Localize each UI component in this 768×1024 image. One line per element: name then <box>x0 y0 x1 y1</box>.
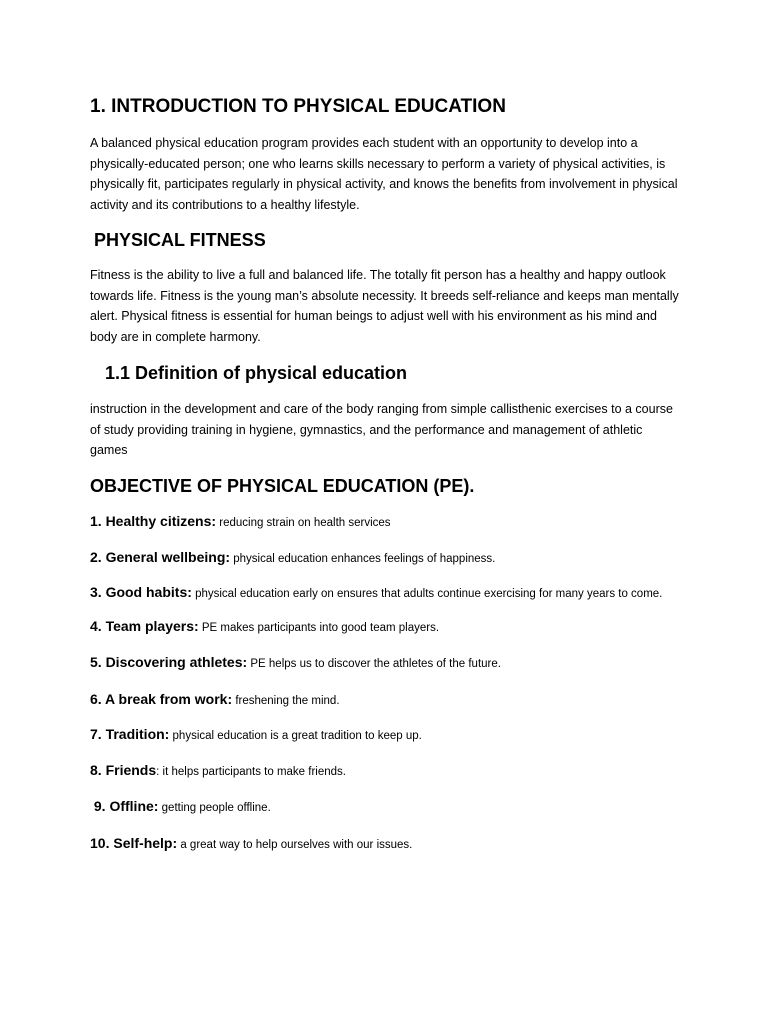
objective-item-5 <box>90 652 690 675</box>
objective-item-10 <box>90 833 690 856</box>
objective-term: 7. Tradition: <box>90 726 170 742</box>
objective-text: reducing strain on health services <box>216 517 391 529</box>
intro-heading: 1. INTRODUCTION TO PHYSICAL EDUCATION <box>90 96 506 117</box>
objective-item-6 <box>90 689 690 712</box>
objectives-heading: OBJECTIVE OF PHYSICAL EDUCATION (PE). <box>90 476 475 496</box>
objective-text: PE makes participants into good team players. <box>198 621 440 634</box>
objective-item-8 <box>90 760 690 783</box>
objective-term: 10. Self-help: <box>90 834 178 851</box>
objective-term: 5. Discovering athletes: <box>90 654 248 670</box>
fitness-paragraph: Fitness is the ability to live a full and balanced life. The totally fit person has a healthy and happy outlook towards life. Fitness is the young man’s absolute necessity. It breeds self-reliance and keeps man mentally alert. Physical fitness is essential for human beings to adjust well with his environment as his mind and body are in complete harmony. <box>90 268 679 345</box>
objective-item-2 <box>90 547 690 570</box>
objective-item-1 <box>90 511 690 534</box>
objective-item-7 <box>90 724 690 747</box>
objective-term: 2. General wellbeing: <box>90 548 231 565</box>
intro-paragraph: A balanced physical education program provides each student with an opportunity to develop into a physically-educated person; one who learns skills necessary to perform a variety of physical activities, is physically fit, participates regularly in physical activity, and knows the benefits from involvement in physical activity and its contributions to a healthy lifestyle. <box>90 136 678 213</box>
objective-item-3 <box>90 582 690 605</box>
objectives-list <box>90 511 690 855</box>
objective-text: a great way to help ourselves with our issues. <box>177 838 413 851</box>
objective-item-4 <box>90 616 690 639</box>
objective-text: physical education enhances feelings of happiness. <box>230 552 496 565</box>
definition-paragraph: instruction in the development and care of the body ranging from simple callisthenic exercises to a course of study providing training in hygiene, gymnastics, and the performance and management of athletic games <box>90 402 673 458</box>
objective-item-9 <box>90 796 690 819</box>
objective-term: 9. Offline: <box>90 798 159 814</box>
objective-term: 1. Healthy citizens: <box>90 513 217 529</box>
objective-term: 8. Friends <box>90 761 157 778</box>
definition-heading: 1.1 Definition of physical education <box>105 363 408 383</box>
objective-term: 4. Team players: <box>90 617 199 634</box>
objective-text: physical education is a great tradition to keep up. <box>169 730 422 742</box>
objective-text: getting people offline. <box>158 802 271 814</box>
objective-text: PE helps us to discover the athletes of the future. <box>247 658 501 670</box>
objective-term: 6. A break from work: <box>90 690 233 707</box>
objective-term: 3. Good habits: <box>90 584 192 600</box>
objective-text: physical education early on ensures that adults continue exercising for many years to come. <box>191 588 663 600</box>
fitness-heading: PHYSICAL FITNESS <box>94 230 266 250</box>
objective-text: : it helps participants to make friends. <box>156 765 346 778</box>
objective-text: freshening the mind. <box>232 694 340 707</box>
